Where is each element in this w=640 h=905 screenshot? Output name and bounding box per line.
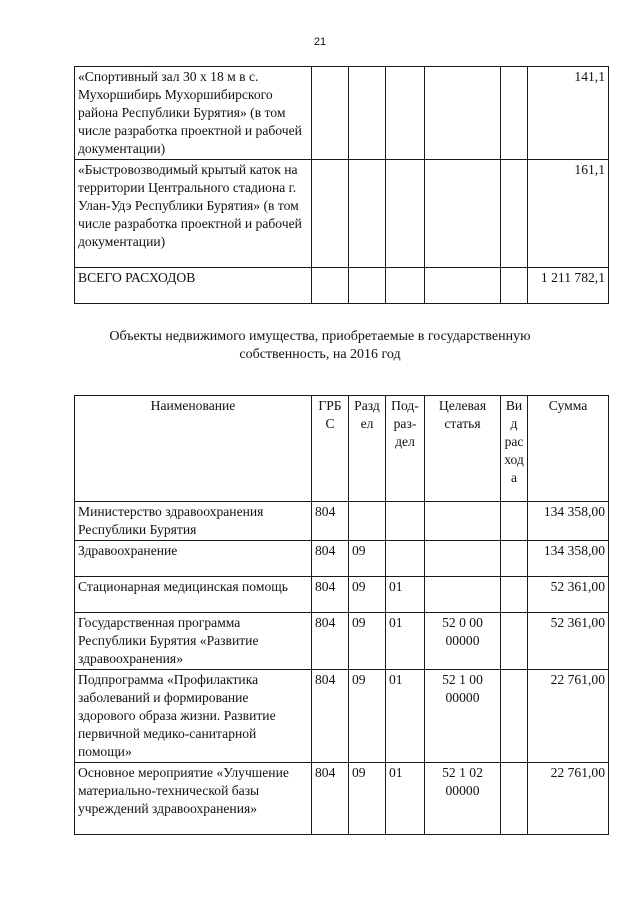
- table-row: [75, 541, 609, 577]
- sum-cell: 141,1: [528, 67, 609, 160]
- podrazdel-cell: [386, 502, 425, 541]
- header-podrazdel: Под-раз-дел: [386, 396, 425, 502]
- vid-cell: [501, 541, 528, 577]
- target-cell: [425, 502, 501, 541]
- row-name: Стационарная медицинская помощь: [75, 577, 312, 613]
- grbs-cell: [312, 160, 349, 268]
- real-estate-table: [74, 395, 609, 835]
- vid-cell: [501, 613, 528, 670]
- grbs-cell: 804: [312, 670, 349, 763]
- target-cell: [425, 577, 501, 613]
- razdel-cell: [349, 160, 386, 268]
- page-number: 21: [313, 36, 327, 48]
- grbs-cell: 804: [312, 613, 349, 670]
- podrazdel-cell: [386, 268, 425, 304]
- target-cell: 52 1 00 00000: [425, 670, 501, 763]
- section-title-line-2: собственность, на 2016 год: [239, 347, 401, 362]
- razdel-cell: [349, 67, 386, 160]
- row-name: «Быстровозводимый крытый каток на территории Центрального стадиона г. Улан-Удэ Республики Бурятия» (в том числе разработка проектной и рабочей документации): [75, 160, 312, 268]
- target-cell: [425, 541, 501, 577]
- vid-cell: [501, 577, 528, 613]
- table-row: [75, 502, 609, 541]
- vid-cell: [501, 502, 528, 541]
- header-name: Наименование: [75, 396, 312, 502]
- razdel-cell: [349, 502, 386, 541]
- header-grbs: ГРБС: [312, 396, 349, 502]
- table-row: [75, 67, 609, 160]
- vid-cell: [501, 268, 528, 304]
- vid-cell: [501, 670, 528, 763]
- razdel-cell: 09: [349, 541, 386, 577]
- grbs-cell: 804: [312, 541, 349, 577]
- vid-cell: [501, 160, 528, 268]
- table-row: [75, 763, 609, 835]
- sum-cell: 161,1: [528, 160, 609, 268]
- grbs-cell: 804: [312, 502, 349, 541]
- vid-cell: [501, 67, 528, 160]
- row-name: Министерство здравоохранения Республики Бурятия: [75, 502, 312, 541]
- sum-cell: 134 358,00: [528, 502, 609, 541]
- target-cell: 52 1 02 00000: [425, 763, 501, 835]
- table-row: [75, 577, 609, 613]
- row-name: Подпрограмма «Профилактика заболеваний и формирование здорового образа жизни. Развитие первичной медико-санитарной помощи»: [75, 670, 312, 763]
- grbs-cell: [312, 67, 349, 160]
- podrazdel-cell: [386, 160, 425, 268]
- grbs-cell: 804: [312, 577, 349, 613]
- grbs-cell: [312, 268, 349, 304]
- sum-cell: 134 358,00: [528, 541, 609, 577]
- target-cell: 52 0 00 00000: [425, 613, 501, 670]
- table-row: [75, 613, 609, 670]
- target-cell: [425, 67, 501, 160]
- section-title: [80, 328, 560, 364]
- target-cell: [425, 268, 501, 304]
- sum-cell: 22 761,00: [528, 763, 609, 835]
- row-name: Государственная программа Республики Бурятия «Развитие здравоохранения»: [75, 613, 312, 670]
- podrazdel-cell: [386, 67, 425, 160]
- podrazdel-cell: 01: [386, 763, 425, 835]
- header-row: [75, 396, 609, 502]
- sum-cell: 1 211 782,1: [528, 268, 609, 304]
- header-sum: Сумма: [528, 396, 609, 502]
- razdel-cell: [349, 268, 386, 304]
- podrazdel-cell: 01: [386, 670, 425, 763]
- header-razdel: Раздел: [349, 396, 386, 502]
- row-name: Здравоохранение: [75, 541, 312, 577]
- sum-cell: 52 361,00: [528, 577, 609, 613]
- sum-cell: 52 361,00: [528, 613, 609, 670]
- razdel-cell: 09: [349, 577, 386, 613]
- row-name: ВСЕГО РАСХОДОВ: [75, 268, 312, 304]
- vid-cell: [501, 763, 528, 835]
- header-target: Целевая статья: [425, 396, 501, 502]
- row-name: Основное мероприятие «Улучшение материально-технической базы учреждений здравоохранения»: [75, 763, 312, 835]
- section-title-line-1: Объекты недвижимого имущества, приобретаемые в государственную: [109, 329, 531, 344]
- expenses-table-continued: [74, 66, 609, 304]
- razdel-cell: 09: [349, 613, 386, 670]
- sum-cell: 22 761,00: [528, 670, 609, 763]
- target-cell: [425, 160, 501, 268]
- razdel-cell: 09: [349, 763, 386, 835]
- row-name: «Спортивный зал 30 х 18 м в с. Мухоршибирь Мухоршибирского района Республики Бурятия» (в том числе разработка проектной и рабочей документации): [75, 67, 312, 160]
- grbs-cell: 804: [312, 763, 349, 835]
- podrazdel-cell: 01: [386, 577, 425, 613]
- table-row-total: [75, 268, 609, 304]
- podrazdel-cell: [386, 541, 425, 577]
- podrazdel-cell: 01: [386, 613, 425, 670]
- razdel-cell: 09: [349, 670, 386, 763]
- header-vid: Вид расхода: [501, 396, 528, 502]
- table-row: [75, 670, 609, 763]
- table-row: [75, 160, 609, 268]
